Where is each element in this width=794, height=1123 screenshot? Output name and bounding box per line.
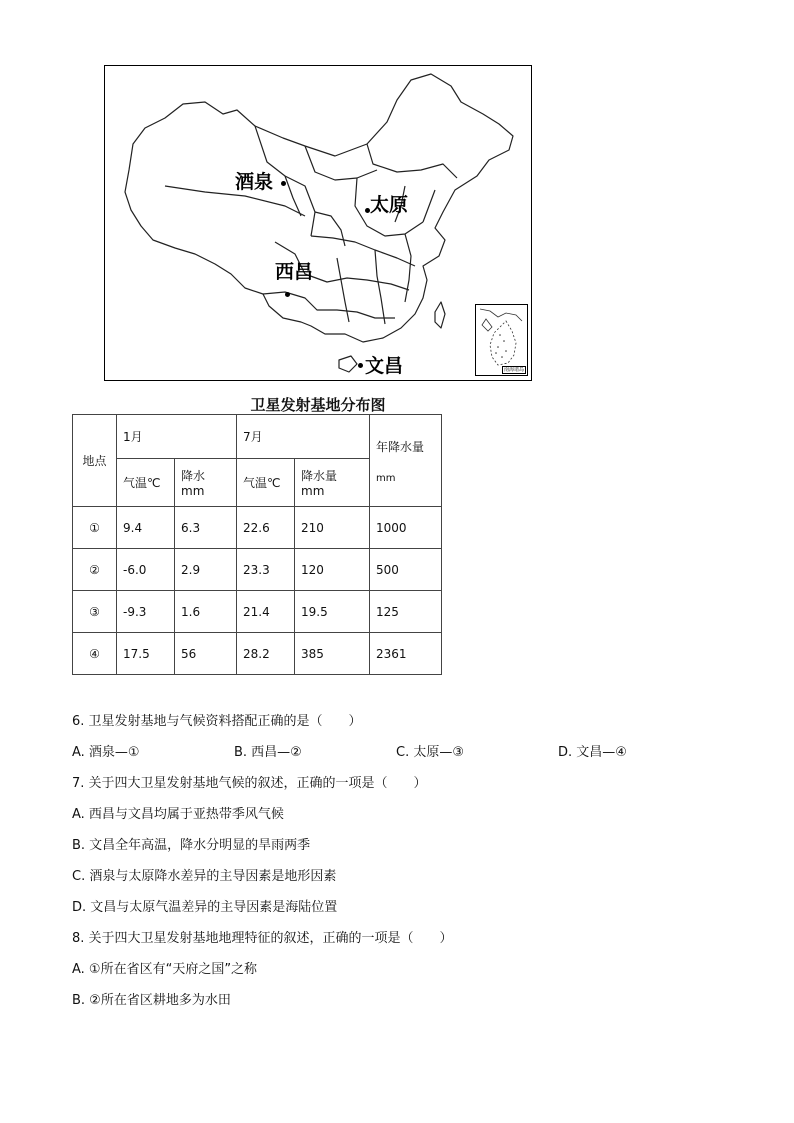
figure-caption: 卫星发射基地分布图 [250,396,386,414]
inset-label: 南海诸岛 [503,367,524,373]
q6-option-a: A. 酒泉—① [72,745,140,760]
header-annual-cell [370,415,442,507]
jiuquan-marker [281,181,286,186]
row-id: ④ [73,633,117,675]
climate-table [72,414,442,675]
q7-stem: 7. 关于四大卫星发射基地气候的叙述，正确的一项是（ ） [72,776,427,791]
sub-precip-jan: 降水 mm [175,459,237,507]
sub-precip-jul: 降水量 mm [295,459,370,507]
row-id: ① [73,507,117,549]
table-row [73,591,442,633]
jan-temp: -6.0 [117,549,175,591]
jul-precip: 385 [295,633,370,675]
q7-option-d: D. 文昌与太原气温差异的主导因素是海陆位置 [72,900,338,915]
china-map [104,65,532,381]
jan-precip: 6.3 [175,507,237,549]
jul-temp: 28.2 [237,633,295,675]
jul-precip: 19.5 [295,591,370,633]
q6-option-c: C. 太原—③ [396,745,464,760]
header-jul: 7月 [237,415,370,459]
q7-option-a: A. 西昌与文昌均属于亚热带季风气候 [72,807,284,822]
annual-precip: 2361 [370,633,442,675]
questions-block [72,712,752,1022]
annual-precip: 500 [370,549,442,591]
table-row [73,633,442,675]
inset-outline-graphic [476,305,527,375]
sub-temp-jul: 气温℃ [237,459,295,507]
annual-precip: 1000 [370,507,442,549]
jul-precip: 120 [295,549,370,591]
jan-precip: 1.6 [175,591,237,633]
city-label-xichang: 西昌 [275,261,314,283]
china-outline-graphic [105,66,533,382]
wenchang-marker [358,363,363,368]
row-id: ③ [73,591,117,633]
xichang-marker [285,292,290,297]
header-place: 地点 [73,415,117,507]
q7-option-c: C. 酒泉与太原降水差异的主导因素是地形因素 [72,869,337,884]
jul-temp: 21.4 [237,591,295,633]
header-jan: 1月 [117,415,237,459]
city-label-jiuquan: 酒泉 [235,171,274,193]
header-annual-unit: mm [376,472,396,484]
jul-temp: 23.3 [237,549,295,591]
q8-stem: 8. 关于四大卫星发射基地地理特征的叙述，正确的一项是（ ） [72,931,453,946]
south-china-sea-inset [475,304,528,376]
jul-precip: 210 [295,507,370,549]
sub-temp-jan: 气温℃ [117,459,175,507]
header-annual: 年降水量 [376,439,425,454]
table-row [73,549,442,591]
jan-temp: 17.5 [117,633,175,675]
jan-temp: 9.4 [117,507,175,549]
jan-temp: -9.3 [117,591,175,633]
jan-precip: 56 [175,633,237,675]
q6-option-b: B. 西昌—② [234,745,302,760]
q7-option-b: B. 文昌全年高温，降水分明显的旱雨两季 [72,838,311,853]
city-label-taiyuan: 太原 [370,194,409,216]
q6-options [72,743,752,774]
annual-precip: 125 [370,591,442,633]
q6-option-d: D. 文昌—④ [558,745,627,760]
jan-precip: 2.9 [175,549,237,591]
q6-stem: 6. 卫星发射基地与气候资料搭配正确的是（ ） [72,714,362,729]
table-row [73,507,442,549]
row-id: ② [73,549,117,591]
q8-option-b: B. ②所在省区耕地多为水田 [72,993,231,1008]
city-label-wenchang: 文昌 [365,355,404,377]
q8-option-a: A. ①所在省区有“天府之国”之称 [72,962,258,977]
jul-temp: 22.6 [237,507,295,549]
